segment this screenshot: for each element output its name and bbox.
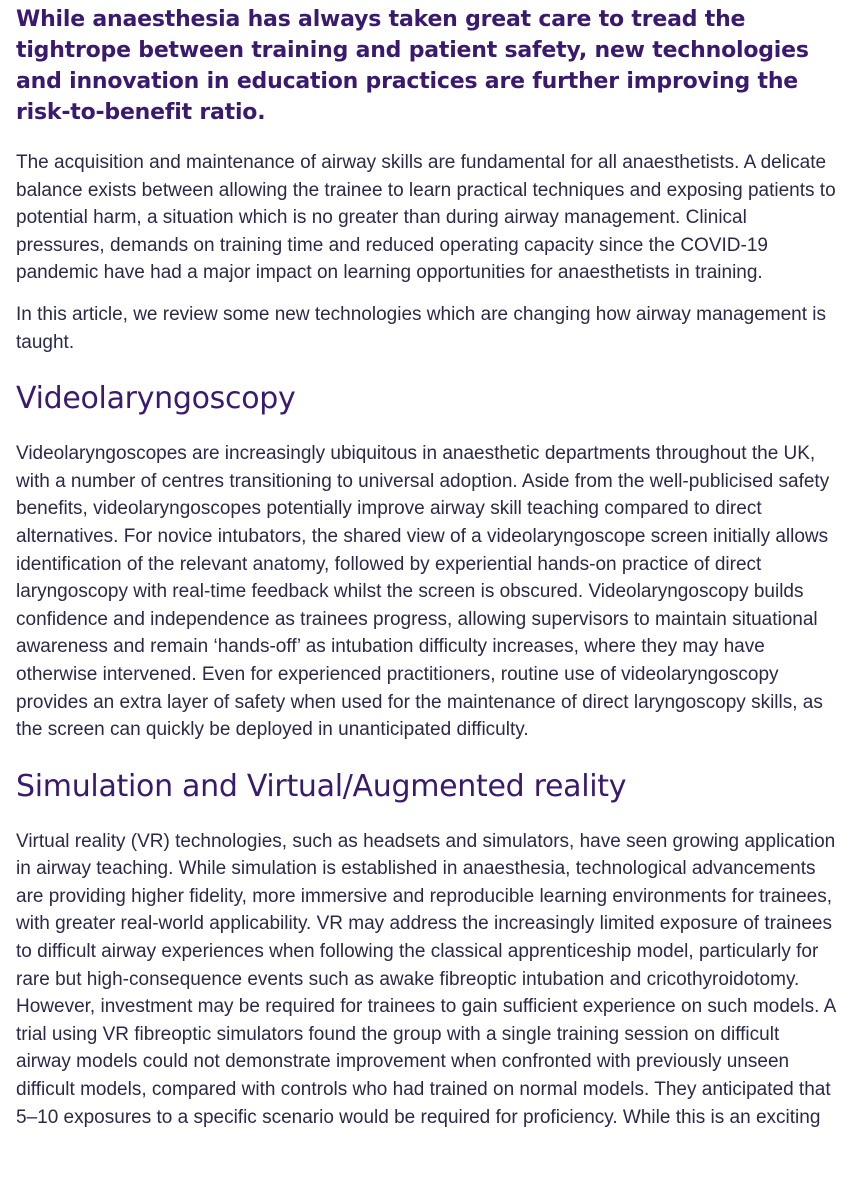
paragraph-simulation: Virtual reality (VR) technologies, such as headsets and simulators, have seen growing application in airway teaching. While simulation is established in anaesthesia, technological advancements are providing higher fidelity, more immersive and reproducible learning environments for trainees, with greater real-world applicability. VR may address the increasingly limited exposure of trainees to difficult airway experiences when following the classical apprenticeship model, particularly for rare but high-consequence events such as awake fibreoptic intubation and cricothyroidotomy. However, investment may be required for trainees to gain sufficient experience on such models. A trial using VR fibreoptic simulators found the group with a single training session on difficult airway models could not demonstrate improvement when confronted with previously unseen difficult models, compared with controls who had trained on normal models. They anticipated that 5–10 exposures to a specific scenario would be required for proficiency. While this is an exciting — [16, 830, 836, 1128]
paragraph-airway-skills: The acquisition and maintenance of airway skills are fundamental for all anaesthetists. A delicate balance exists between allowing the trainee to learn practical techniques and exposing patients to potential harm, a situation which is no greater than during airway management. Clinical pressures, demands on training time and reduced operating capacity since the COVID-19 pandemic have had a major impact on learning opportunities for anaesthetists in training. — [16, 152, 836, 284]
section-heading-videolaryngoscopy: Videolaryngoscopy — [16, 381, 296, 417]
intro-standfirst: While anaesthesia has always taken great care to tread the tightrope between training and patient safety, new technologies and innovation in education practices are further improving the risk-to-benefit ratio. — [16, 7, 809, 125]
section-heading-simulation: Simulation and Virtual/Augmented reality — [16, 768, 627, 804]
article — [16, 0, 836, 1131]
paragraph-article-overview: In this article, we review some new technologies which are changing how airway management is taught. — [16, 303, 827, 353]
paragraph-videolaryngoscopy: Videolaryngoscopes are increasingly ubiquitous in anaesthetic departments throughout the UK, with a number of centres transitioning to universal adoption. Aside from the well-publicised safety benefits, videolaryngoscopes potentially improve airway skill teaching compared to direct alternatives. For novice intubators, the shared view of a videolaryngoscope screen initially allows identification of the relevant anatomy, followed by experiential hands-on practice of direct laryngoscopy with real-time feedback whilst the screen is obscured. Videolaryngoscopy builds confidence and independence as trainees progress, allowing supervisors to maintain situational awareness and remain ‘hands-off’ as intubation difficulty increases, where they may have otherwise intervened. Even for experienced practitioners, routine use of videolaryngoscopy provides an extra layer of safety when used for the maintenance of direct laryngoscopy skills, as the screen can quickly be deployed in unanticipated difficulty. — [16, 443, 830, 741]
